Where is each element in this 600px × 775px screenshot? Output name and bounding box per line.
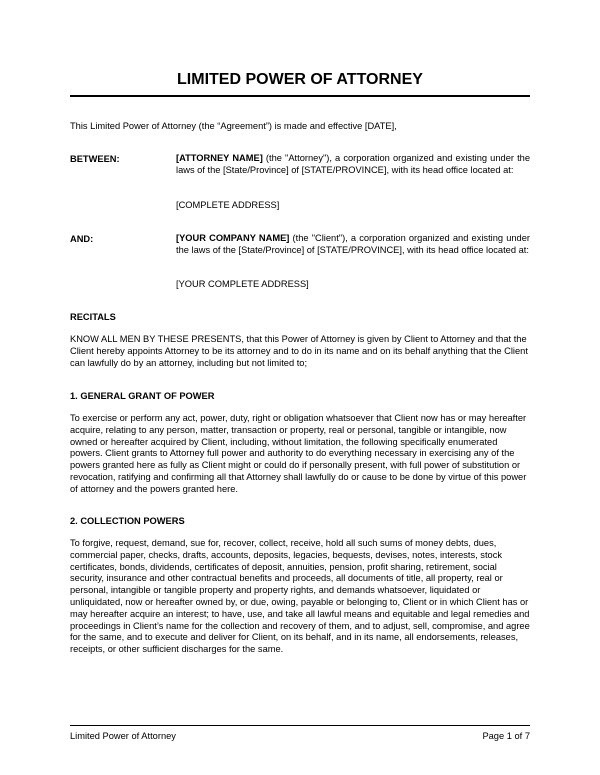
footer-page-number: Page 1 of 7 <box>482 731 530 741</box>
attorney-address: [COMPLETE ADDRESS] <box>176 200 280 210</box>
footer-document-name: Limited Power of Attorney <box>70 731 176 741</box>
footer-rule <box>70 725 530 726</box>
attorney-name-placeholder: [ATTORNEY NAME] <box>176 153 263 163</box>
between-party-description: (the "Attorney"), a corporation organized and existing under the laws of the [State/Province] of [STATE/PROVINCE], with its head office located at: <box>176 153 530 175</box>
section-1-heading: 1. GENERAL GRANT OF POWER <box>70 391 215 401</box>
company-address: [YOUR COMPLETE ADDRESS] <box>176 279 309 289</box>
recitals-heading: RECITALS <box>70 312 116 322</box>
section-2-heading: 2. COLLECTION POWERS <box>70 516 185 526</box>
section-2-paragraph: To forgive, request, demand, sue for, recover, collect, receive, hold all such sums of money debts, dues, commercial paper, checks, drafts, accounts, deposits, legacies, bequests, devises, notes, interests, stock certificates, bonds, dividends, certificates of deposit, annuities, pension, profit sharing, retirement, social security, insurance and other contractual benefits and proceeds, all documents of title, all property, real or personal, intangible or tangible property and property rights, and demands whatsoever, liquidated or unliquidated, now or hereafter owned by, or due, owing, payable or belonging to, Client or in which Client has or may hereafter acquire an interest; to have, use, and take all lawful means and equitable and legal remedies and proceedings in Client’s name for the collection and recovery of them, and to adjust, sell, compromise, and agree for the same, and to execute and deliver for Client, on its behalf, and in its name, all endorsements, releases, receipts, or other sufficient discharges for the same. <box>70 538 530 655</box>
intro-paragraph: This Limited Power of Attorney (the “Agreement”) is made and effective [DATE], <box>70 121 397 131</box>
and-label: AND: <box>70 234 94 244</box>
company-name-placeholder: [YOUR COMPANY NAME] <box>176 233 290 243</box>
and-party-description: (the "Client"), a corporation organized and existing under the laws of the [State/Province] of [STATE/PROVINCE], with its head office located at: <box>176 233 530 255</box>
and-party-text <box>176 233 530 257</box>
between-party-text <box>176 153 530 177</box>
document-title: LIMITED POWER OF ATTORNEY <box>177 71 423 88</box>
recitals-paragraph: KNOW ALL MEN BY THESE PRESENTS, that this Power of Attorney is given by Client to Attorney and that the Client hereby appoints Attorney to be its attorney and to do in its name and on its behalf anything that the Client can lawfully do by an attorney, including but not limited to; <box>70 334 528 368</box>
title-rule <box>70 95 530 97</box>
between-label: BETWEEN: <box>70 154 120 164</box>
section-1-paragraph: To exercise or perform any act, power, duty, right or obligation whatsoever that Client now has or may hereafter acquire, relating to any person, matter, transaction or property, real or personal, tangible or intangible, now owned or hereafter acquired by Client, including, without limitation, the following specifically enumerated powers. Client grants to Attorney full power and authority to do everything necessary in exercising any of the powers granted here as fully as Client might or could do if personally present, with full power of substitution or revocation, ratifying and confirming all that Attorney shall lawfully do or cause to be done by virtue of this power of attorney and the powers granted here. <box>70 413 527 494</box>
